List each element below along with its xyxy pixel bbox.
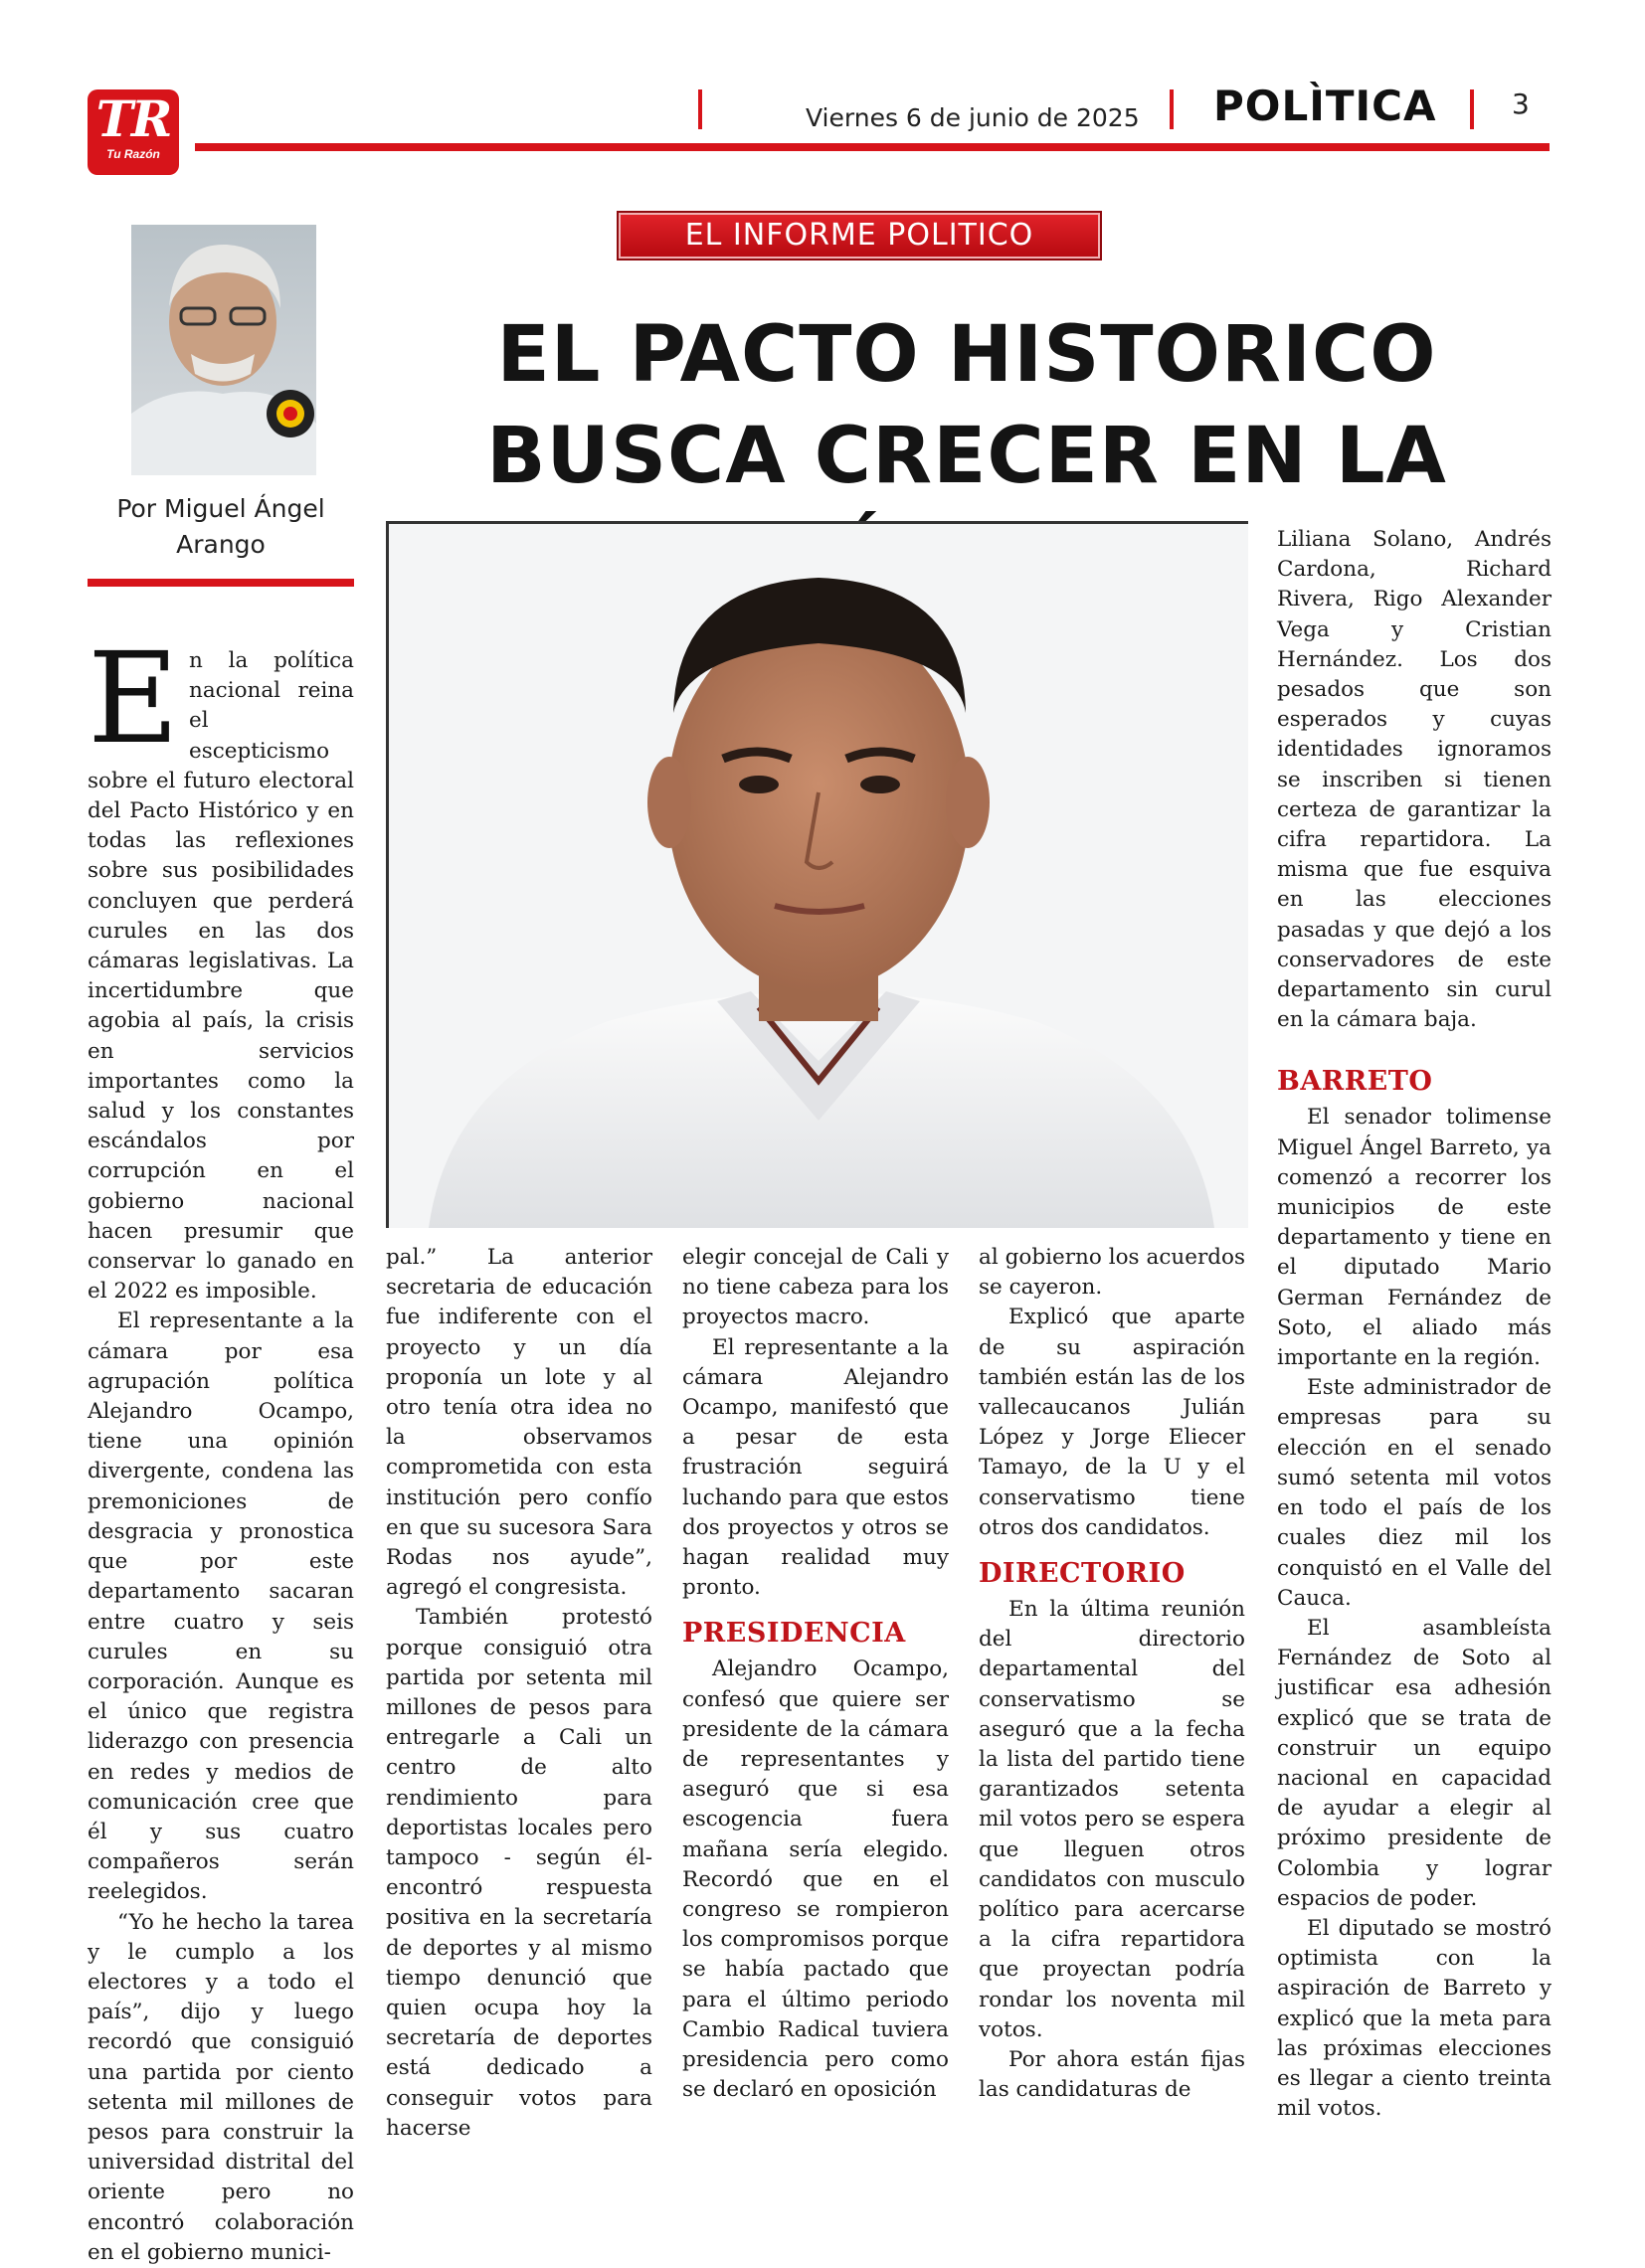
article-photo — [386, 521, 1248, 1228]
header-divider — [698, 89, 702, 129]
subhead-presidencia: PRESIDENCIA — [682, 1618, 906, 1650]
article-paragraph: Alejandro Ocampo, confesó que quiere ser presidente de la cámara de representantes y aseguró que si esa escogencia fuera mañana sería elegido. Recordó que en el congreso se rompieron los compromisos porque se había pactado que para el último periodo Cambio Radical tuviera presidencia pero como se declaró en oposición — [682, 1657, 949, 2103]
article-column-1 — [88, 625, 354, 2268]
article-paragraph: Por ahora están fijas las candidaturas de — [979, 2047, 1245, 2103]
article-paragraph: Este administrador de empresas para su elección en el senado sumó setenta mil votos en todo el país de los cuales diez mil los conquistó en el Valle del Cauca. — [1277, 1375, 1552, 1611]
page-number: 3 — [1512, 87, 1530, 120]
article-paragraph: El diputado se mostró optimista con la aspiración de Barreto y explicó que la meta para las próximas elecciones es llegar a ciento treinta mil votos. — [1277, 1915, 1552, 2122]
subhead-barreto: BARRETO — [1277, 1066, 1433, 1098]
article-paragraph: El asambleísta Fernández de Soto al justificar esa adhesión explicó que se trata de construir un equipo nacional en capacidad de ayudar a elegir al próximo presidente de Colombia y lograr espacios de poder. — [1277, 1615, 1552, 1911]
article-paragraph: El senador tolimense Miguel Ángel Barreto, ya comenzó a recorrer los municipios de este departamento y tiene en el diputado Mario German Fernández de Soto, el aliado más importante en la región. — [1277, 1105, 1552, 1371]
article-paragraph: Explicó que aparte de su aspiración también están las de los vallecaucanos Julián López y Jorge Eliecer Tamayo, de la U y el conservatismo tiene otros dos candidatos. — [979, 1305, 1245, 1540]
issue-date: Viernes 6 de junio de 2025 — [806, 103, 1140, 132]
article-paragraph: El representante a la cámara Alejandro Ocampo, manifestó que a pesar de esta frustración seguirá luchando para que estos dos proyectos y otros se hagan realidad muy pronto. — [682, 1334, 949, 1601]
logo-subtitle: Tu Razón — [106, 147, 160, 161]
article-paragraph: Liliana Solano, Andrés Cardona, Richard Rivera, Rigo Alexander Vega y Cristian Hernández. Los dos pesados que son esperados y cuyas identidades ignoramos se inscriben si tienen certeza de garantizar la cifra repartidora. La misma que fue esquiva en las elecciones pasadas y que dejó a los conservadores de este departamento sin curul en la cámara baja. — [1277, 527, 1552, 1033]
header-divider — [1470, 89, 1474, 129]
author-rule — [88, 579, 354, 587]
article-paragraph: elegir concejal de Cali y no tiene cabeza para los proyectos macro. — [682, 1245, 949, 1330]
article-column-2 — [386, 1243, 652, 2144]
drop-cap: E — [88, 625, 179, 772]
article-paragraph: También protestó porque consiguió otra partida por setenta mil millones de pesos para entregarle a Cali un centro de alto rendimiento para deportistas locales pero tampoco - según él- encontró respuesta positiva en la secretaría de deportes y al mismo tiempo denunció que quien ocupa hoy la secretaría de deportes está dedicado a conseguir votos para hacerse — [386, 1605, 652, 2141]
article-paragraph: En la última reunión del directorio departamental del conservatismo se aseguró que a la fecha la lista del partido tiene garantizados setenta mil votos pero se espera que lleguen otros candidatos con musculo político para acercarse a la cifra repartidora que proyectan podría rondar los noventa mil votos. — [979, 1597, 1245, 2042]
section-title: POLÌTICA — [1213, 82, 1437, 130]
article-column-3 — [682, 1243, 949, 2105]
logo-text: TR — [95, 89, 171, 148]
article-paragraph: al gobierno los acuerdos se cayeron. — [979, 1245, 1245, 1301]
article-paragraph: En la política nacional reina el escepticismo sobre el futuro electoral del Pacto Histórico y en todas las reflexiones sobre sus posibilidades concluyen que perderá curules en las dos cámaras legislativas. La incertidumbre que agobia al país, la crisis en servicios importantes como la salud y los constantes escándalos por corrupción en el gobierno nacional hacen presumir que conservar lo ganado en el 2022 es imposible. — [88, 625, 354, 1305]
article-paragraph: “Yo he hecho la tarea y le cumplo a los electores y a todo el país”, dijo y luego recordó que consiguió una partida por ciento setenta mil millones de pesos para construir la universidad distrital del oriente pero no encontró colaboración en el gobierno munici- — [88, 1909, 354, 2265]
article-column-4 — [979, 1243, 1245, 2105]
article-column-5 — [1277, 525, 1552, 2124]
headline: EL PACTO HISTORICO BUSCA CRECER EN LA — [486, 310, 1447, 501]
header-rule — [195, 143, 1550, 151]
section-kicker: EL INFORME POLITICO — [617, 211, 1102, 261]
author-byline: Por Miguel Ángel Arango — [116, 494, 325, 559]
article-paragraph: El representante a la cámara por esa agrupación política Alejandro Ocampo, tiene una opinión divergente, condena las premoniciones de desgracia y pronostica que por este departamento sacaran entre cuatro y seis curules en su corporación. Aunque es el único que registra liderazgo con presencia en redes y medios de comunicación cree que él y sus cuatro compañeros serán reelegidos. — [88, 1308, 354, 1905]
author-photo — [131, 225, 316, 475]
article-paragraph: pal.” La anterior secretaria de educación fue indiferente con el proyecto y un día proponía un lote y al otro tenía otra idea no la observamos comprometida con esta institución pero confío en que su sucesora Sara Rodas nos ayude”, agregó el congresista. — [386, 1245, 652, 1601]
tu-razon-logo — [88, 89, 179, 175]
subhead-directorio: DIRECTORIO — [979, 1558, 1186, 1590]
header-divider — [1170, 89, 1174, 129]
